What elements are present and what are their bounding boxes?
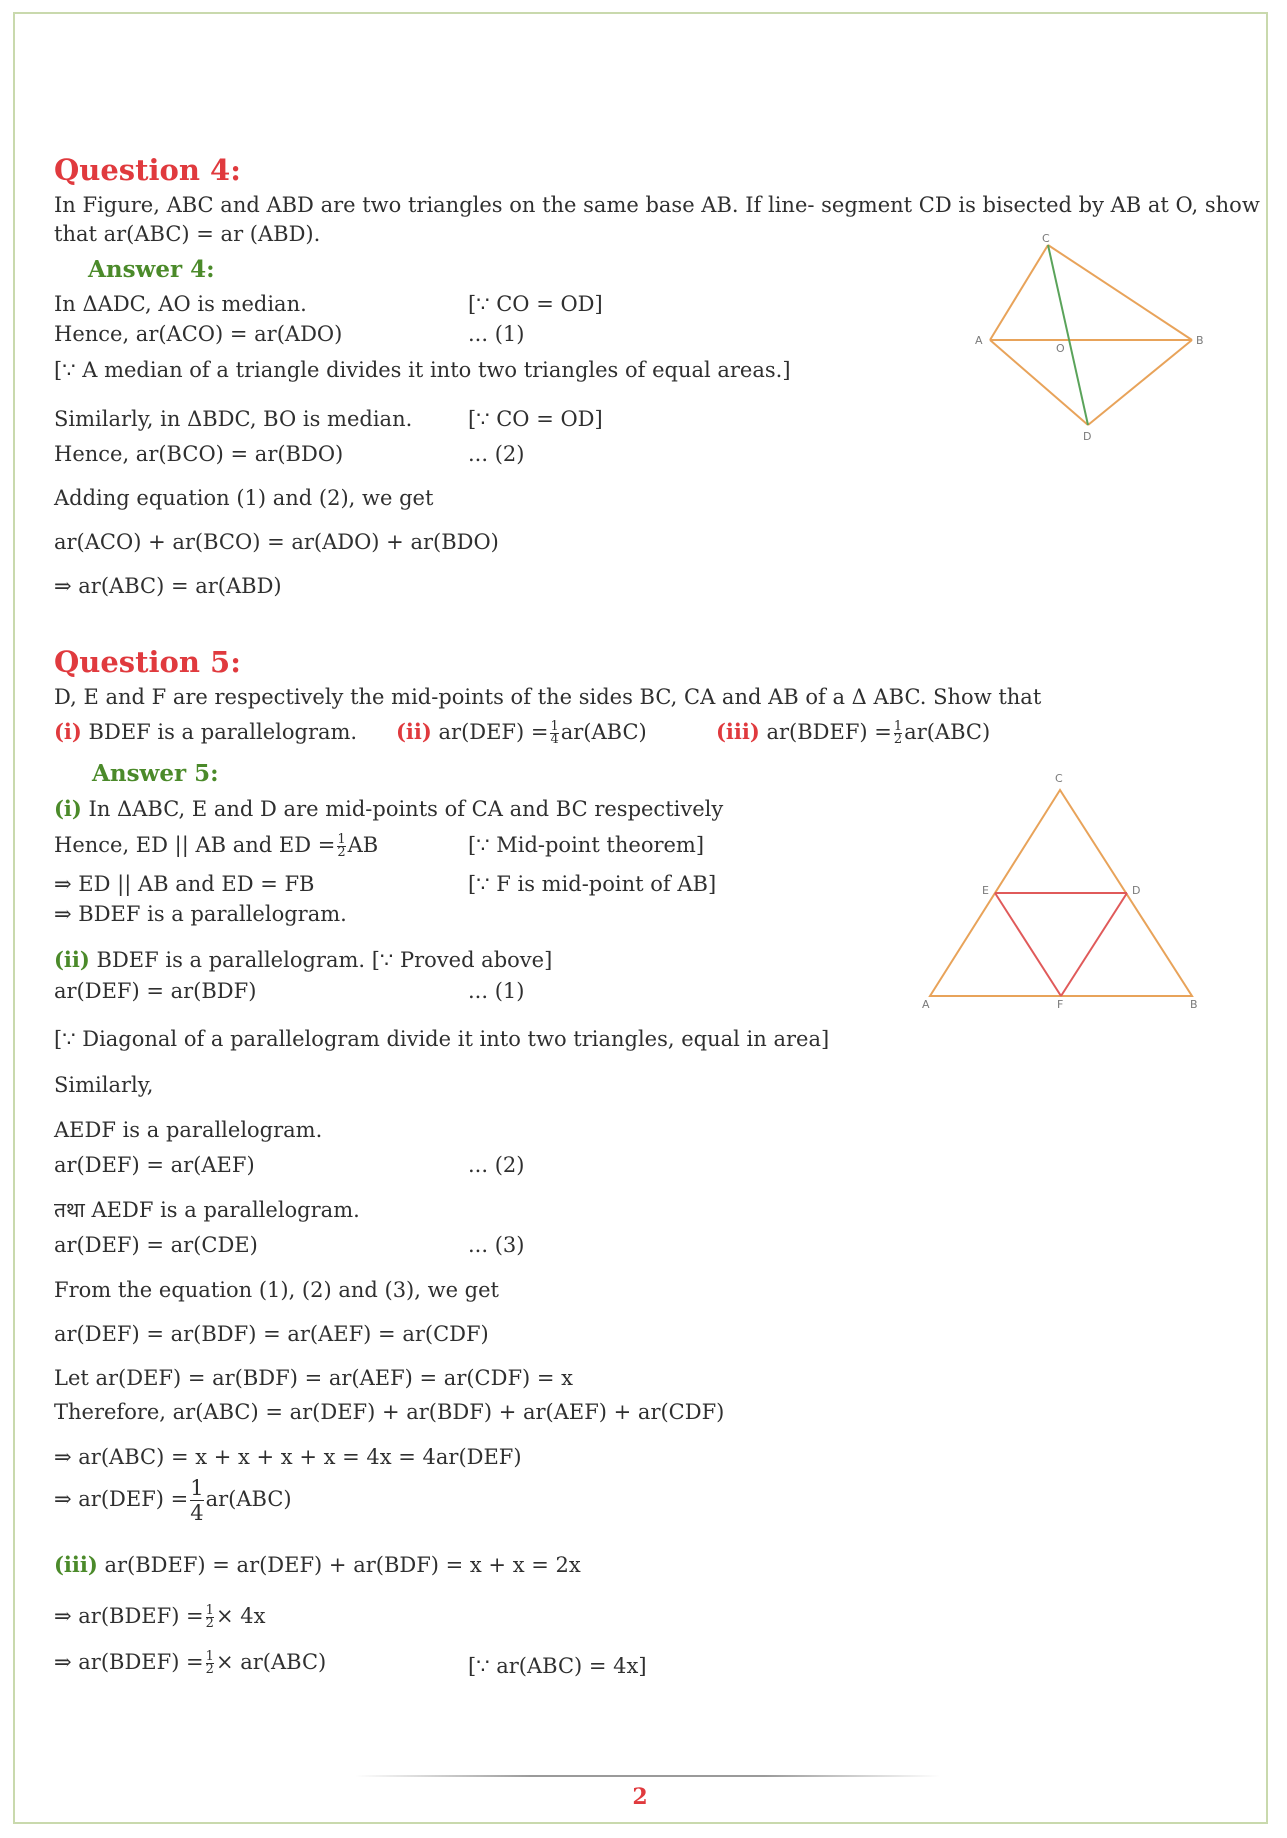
part-iii-number: (iii): [716, 719, 760, 744]
answer-5-iii-fraction-2: $\frac{1}{2}$: [205, 1649, 214, 1677]
answer-5-iii-line-3: ⇒ ar(BDEF) = $\frac{1}{2}$ × ar(ABC): [54, 1649, 327, 1677]
answer-5-iii-number: (iii): [54, 1552, 98, 1577]
figure-5-triangle: [910, 770, 1210, 1010]
answer-5-ii-line-6: ar(DEF) = ar(AEF): [54, 1153, 255, 1177]
answer-5-ii-number: (ii): [54, 947, 90, 972]
figure-5-label-f: F: [1057, 998, 1064, 1010]
figure-4-line-cb: [1048, 245, 1192, 340]
part-i-text: BDEF is a parallelogram.: [88, 720, 358, 744]
answer-5-iii-fraction-1: $\frac{1}{2}$: [205, 1603, 214, 1631]
answer-5-ii-big-fraction: $\frac{1}{4}$: [190, 1476, 204, 1525]
answer-5-ii-line-12: Therefore, ar(ABC) = ar(DEF) + ar(BDF) + ar(AEF) + ar(CDF): [54, 1400, 725, 1424]
figure-4-label-a: A: [975, 334, 983, 347]
part-ii-number: (ii): [396, 719, 432, 744]
answer-5-heading: Answer 5:: [92, 760, 219, 787]
answer-5-ii-line-14: ⇒ ar(DEF) = $\frac{1}{4}$ ar(ABC): [54, 1476, 292, 1525]
figure-4-label-o: O: [1056, 342, 1065, 355]
part-ii-post: ar(ABC): [560, 720, 647, 744]
answer-5-iii-line-2: ⇒ ar(BDEF) = $\frac{1}{2}$ × 4x: [54, 1603, 266, 1631]
part-iii-fraction: $\frac{1}{2}$: [893, 719, 903, 747]
answer-5-ii-line-8: ar(DEF) = ar(CDE): [54, 1233, 258, 1257]
answer-4-step-6: Adding equation (1) and (2), we get: [54, 486, 434, 510]
answer-4-step-2: Hence, ar(ACO) = ar(ADO): [54, 322, 343, 346]
figure-4-line-ad: [990, 340, 1088, 425]
answer-5-ii-line-2: ar(DEF) = ar(BDF): [54, 979, 257, 1003]
figure-4-line-ca: [990, 245, 1048, 340]
answer-4-step-4: Similarly, in ΔBDC, BO is median.: [54, 407, 413, 431]
answer-4-step-8: ⇒ ar(ABC) = ar(ABD): [54, 574, 282, 598]
answer-5-i-number: (i): [54, 796, 82, 821]
footer-divider: [355, 1775, 940, 1777]
answer-4-step-5-ref: ... (2): [468, 442, 525, 466]
page-number: 2: [632, 1784, 648, 1810]
answer-5-ii-line-10: ar(DEF) = ar(BDF) = ar(AEF) = ar(CDF): [54, 1322, 489, 1346]
answer-5-ii-line-1: (ii) BDEF is a parallelogram. [∵ Proved above]: [54, 947, 553, 972]
answer-4-heading: Answer 4:: [88, 256, 215, 283]
answer-5-i-line-2: Hence, ED || AB and ED = $\frac{1}{2}$ AB: [54, 832, 379, 860]
question-4-heading: Question 4:: [54, 153, 241, 187]
answer-5-ii-line-6-ref: ... (2): [468, 1153, 525, 1177]
part-i-number: (i): [54, 719, 82, 744]
answer-5-i-line-3: ⇒ ED || AB and ED = FB: [54, 872, 315, 896]
answer-5-i-line-3-reason: [∵ F is mid-point of AB]: [468, 872, 717, 896]
answer-5-ii-line-9: From the equation (1), (2) and (3), we get: [54, 1278, 499, 1302]
answer-5-i-fraction: $\frac{1}{2}$: [337, 832, 346, 860]
figure-4-quadrilateral: [970, 230, 1210, 445]
figure-5-line-ef: [995, 893, 1061, 996]
answer-4-step-4-reason: [∵ CO = OD]: [468, 407, 603, 431]
figure-4-label-c: C: [1042, 232, 1050, 245]
question-5-heading: Question 5:: [54, 645, 241, 679]
answer-5-ii-line-2-ref: ... (1): [468, 979, 525, 1003]
answer-5-i-line-2-reason: [∵ Mid-point theorem]: [468, 833, 705, 857]
question-4-line-2: that ar(ABC) = ar (ABD).: [54, 222, 321, 246]
question-5-part-1: [54, 718, 357, 746]
answer-5-ii-line-7: तथा AEDF is a parallelogram.: [54, 1198, 360, 1222]
answer-4-step-1: In ΔADC, AO is median.: [54, 292, 307, 316]
answer-4-step-1-reason: [∵ CO = OD]: [468, 292, 603, 316]
answer-5-iii-line-3-reason: [∵ ar(ABC) = 4x]: [468, 1654, 647, 1678]
answer-5-ii-line-4: Similarly,: [54, 1073, 154, 1097]
answer-5-ii-line-5: AEDF is a parallelogram.: [54, 1118, 323, 1142]
figure-5-label-b: B: [1190, 998, 1198, 1010]
part-iii-post: ar(ABC): [904, 720, 991, 744]
figure-4-line-bd: [1088, 340, 1192, 425]
part-iii-pre: ar(BDEF) =: [766, 720, 892, 744]
figure-5-label-a: A: [922, 998, 930, 1010]
question-5-part-2: [396, 718, 647, 746]
figure-5-label-c: C: [1055, 772, 1063, 785]
answer-5-i-line-1: (i) In ΔABC, E and D are mid-points of CA and BC respectively: [54, 796, 724, 821]
figure-5-label-e: E: [982, 884, 989, 897]
figure-4-label-b: B: [1196, 334, 1204, 347]
answer-4-step-5: Hence, ar(BCO) = ar(BDO): [54, 442, 344, 466]
figure-5-label-d: D: [1132, 884, 1141, 897]
answer-4-step-3: [∵ A median of a triangle divides it into two triangles of equal areas.]: [54, 358, 791, 382]
part-ii-pre: ar(DEF) =: [438, 720, 549, 744]
answer-5-iii-line-1: (iii) ar(BDEF) = ar(DEF) + ar(BDF) = x + x = 2x: [54, 1552, 581, 1577]
question-4-line-1: In Figure, ABC and ABD are two triangles on the same base AB. If line- segment CD is bisected by AB at O, show: [54, 193, 1260, 217]
figure-5-line-df: [1061, 893, 1127, 996]
question-5-part-3: [716, 718, 990, 746]
answer-5-ii-line-11: Let ar(DEF) = ar(BDF) = ar(AEF) = ar(CDF) = x: [54, 1366, 574, 1390]
answer-5-i-line-4: ⇒ BDEF is a parallelogram.: [54, 902, 347, 926]
answer-4-step-7: ar(ACO) + ar(BCO) = ar(ADO) + ar(BDO): [54, 530, 499, 554]
part-ii-fraction: $\frac{1}{4}$: [550, 719, 559, 747]
answer-5-ii-line-3: [∵ Diagonal of a parallelogram divide it into two triangles, equal in area]: [54, 1027, 830, 1051]
figure-4-label-d: D: [1083, 430, 1092, 443]
figure-4-line-cd: [1048, 245, 1088, 425]
answer-4-step-2-ref: ... (1): [468, 322, 525, 346]
question-5-line-1: D, E and F are respectively the mid-points of the sides BC, CA and AB of a Δ ABC. Show that: [54, 685, 1042, 709]
answer-5-ii-line-8-ref: ... (3): [468, 1233, 525, 1257]
answer-5-ii-line-13: ⇒ ar(ABC) = x + x + x + x = 4x = 4ar(DEF): [54, 1445, 522, 1469]
